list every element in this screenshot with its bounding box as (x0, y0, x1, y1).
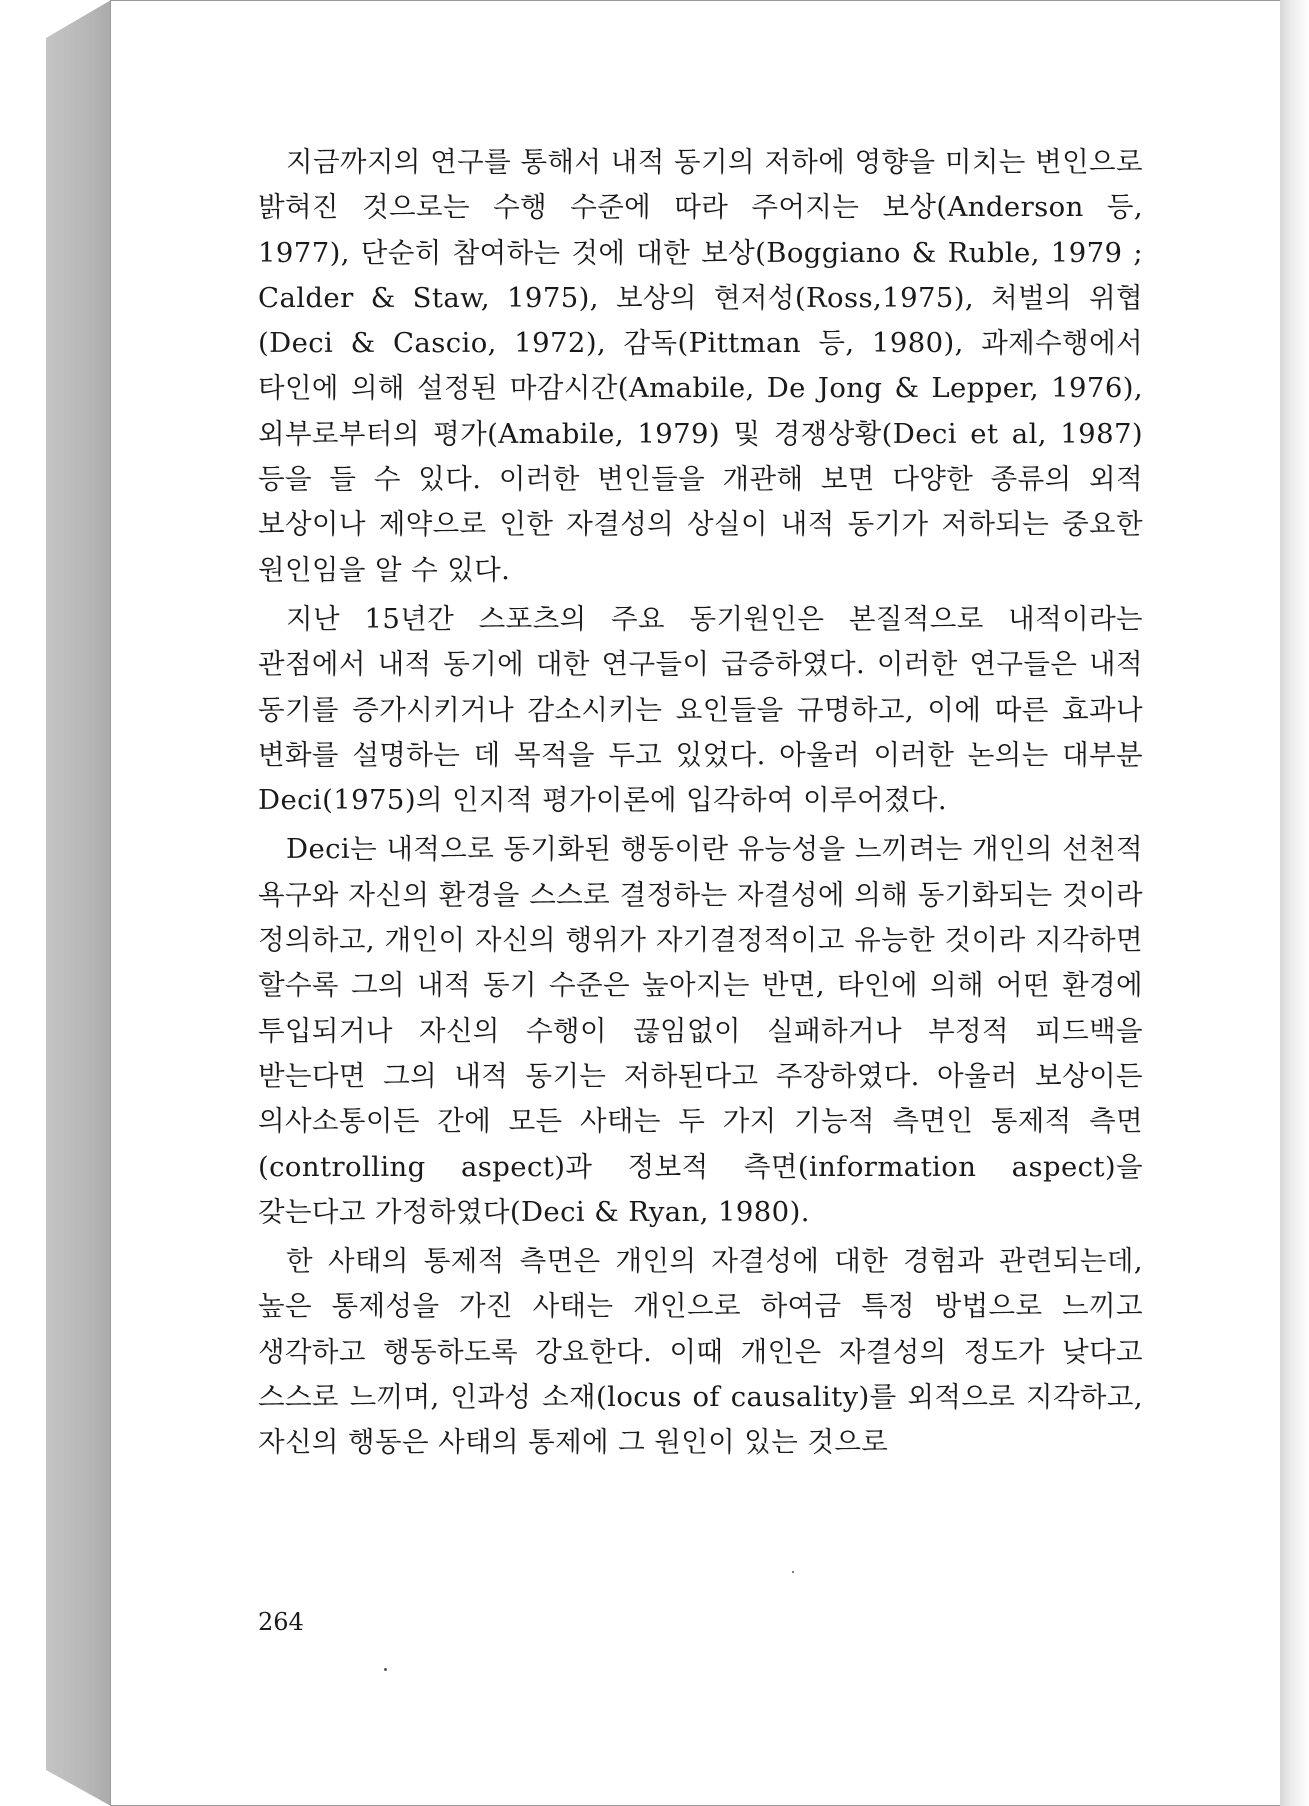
paragraph-4: 한 사태의 통제적 측면은 개인의 자결성에 대한 경험과 관련되는데, 높은 통제성을 가진 사태는 개인으로 하여금 특정 방법으로 느끼고 생각하고 행동하도록 강요한다. 이때 개인은 자결성의 정도가 낮다고 스스로 느끼며, 인과성 소재(locus of causality)를 외적으로 지각하고, 자신의 행동은 사태의 통제에 그 원인이 있는 것으로 (258, 1245, 1143, 1459)
page-number: 264 (258, 1608, 304, 1636)
body-text (258, 140, 1143, 1470)
page-edge-shadow (1280, 0, 1309, 1806)
paragraph-3: Deci는 내적으로 동기화된 행동이란 유능성을 느끼려는 개인의 선천적 욕구와 자신의 환경을 스스로 결정하는 자결성에 의해 동기화되는 것이라 정의하고, 개인이 자신의 행위가 자기결정적이고 유능한 것이라 지각하면 할수록 그의 내적 동기 수준은 높아지는 반면, 타인에 의해 어떤 환경에 투입되거나 자신의 수행이 끊임없이 실패하거나 부정적 피드백을 받는다면 그의 내적 동기는 저하된다고 주장하였다. 아울러 보상이든 의사소통이든 간에 모든 사태는 두 가지 기능적 측면인 통제적 측면(controlling aspect)과 정보적 측면(information aspect)을 갖는다고 가정하였다(Deci & Ryan, 1980). (258, 833, 1143, 1228)
scan-speck (384, 1668, 387, 1671)
paragraph-1: 지금까지의 연구를 통해서 내적 동기의 저하에 영향을 미치는 변인으로 밝혀진 것으로는 수행 수준에 따라 주어지는 보상(Anderson 등, 1977), 단순히 참여하는 것에 대한 보상(Boggiano & Ruble, 1979 ; Calder & Staw, 1975), 보상의 현저성(Ross,1975), 처벌의 위협(Deci & Cascio, 1972), 감독(Pittman 등, 1980), 과제수행에서 타인에 의해 설정된 마감시간(Amabile, De Jong & Lepper, 1976), 외부로부터의 평가(Amabile, 1979) 및 경쟁상황(Deci et al, 1987) 등을 들 수 있다. 이러한 변인들을 개관해 보면 다양한 종류의 외적 보상이나 제약으로 인한 자결성의 상실이 내적 동기가 저하되는 중요한 원인임을 알 수 있다. (258, 146, 1143, 586)
book-spine (46, 0, 111, 1806)
paragraph-2: 지난 15년간 스포츠의 주요 동기원인은 본질적으로 내적이라는 관점에서 내적 동기에 대한 연구들이 급증하였다. 이러한 연구들은 내적 동기를 증가시키거나 감소시키는 요인들을 규명하고, 이에 따른 효과나 변화를 설명하는 데 목적을 두고 있었다. 아울러 이러한 논의는 대부분 Deci(1975)의 인지적 평가이론에 입각하여 이루어졌다. (258, 602, 1143, 817)
scan-speck (792, 1571, 794, 1573)
